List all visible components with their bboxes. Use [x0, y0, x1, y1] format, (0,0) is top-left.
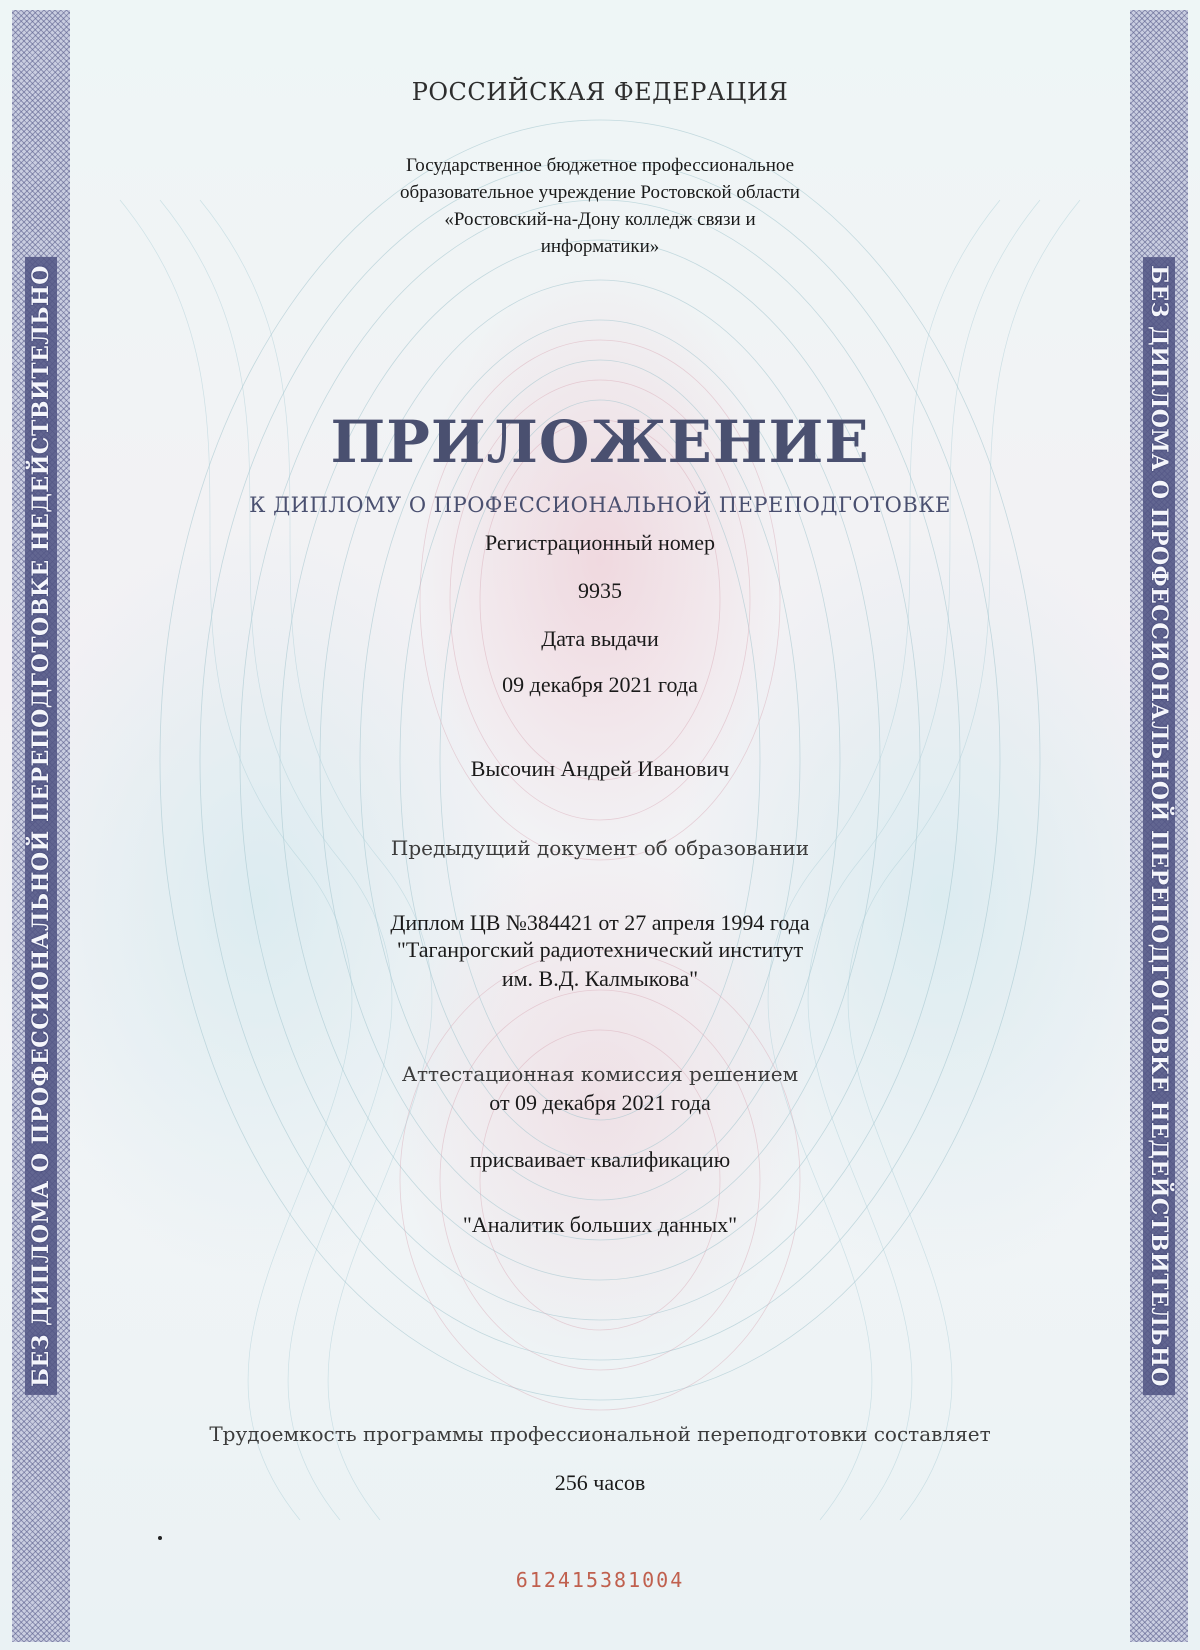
institution-line-2: образовательное учреждение Ростовской области	[400, 182, 800, 203]
right-border-text: БЕЗ ДИПЛОМА О ПРОФЕССИОНАЛЬНОЙ ПЕРЕПОДГОТОВКЕ НЕДЕЙСТВИТЕЛЬНО	[1143, 257, 1175, 1395]
workload-label: Трудоемкость программы профессиональной переподготовки составляет	[209, 1422, 991, 1446]
country-heading: РОССИЙСКАЯ ФЕДЕРАЦИЯ	[411, 78, 789, 106]
previous-document-line-1: Диплом ЦВ №384421 от 27 апреля 1994 года	[390, 910, 810, 935]
left-security-border	[12, 10, 70, 1642]
serial-number: 612415381004	[515, 1568, 685, 1592]
registration-number-label: Регистрационный номер	[484, 530, 716, 555]
issue-date-value: 09 декабря 2021 года	[502, 672, 698, 697]
holder-name: Высочин Андрей Иванович	[470, 756, 730, 781]
qualification-value: "Аналитик больших данных"	[462, 1212, 738, 1237]
institution-line-3: «Ростовский-на-Дону колледж связи и	[444, 209, 756, 230]
ink-speck	[158, 1536, 162, 1540]
document-title: ПРИЛОЖЕНИЕ	[330, 408, 870, 476]
institution-line-4: информатики»	[540, 236, 660, 257]
assigns-qualification-label: присваивает квалификацию	[469, 1147, 731, 1172]
commission-label: Аттестационная комиссия решением	[401, 1062, 799, 1086]
issue-date-label: Дата выдачи	[541, 626, 659, 651]
commission-date: от 09 декабря 2021 года	[489, 1090, 711, 1115]
institution-line-1: Государственное бюджетное профессиональное	[405, 155, 795, 176]
right-security-border	[1130, 10, 1188, 1642]
previous-document-line-2: "Таганрогский радиотехнический институт	[396, 937, 804, 962]
registration-number-value: 9935	[578, 578, 622, 603]
workload-hours: 256 часов	[554, 1470, 646, 1495]
previous-document-line-3: им. В.Д. Калмыкова"	[501, 966, 699, 991]
left-border-text: БЕЗ ДИПЛОМА О ПРОФЕССИОНАЛЬНОЙ ПЕРЕПОДГОТОВКЕ НЕДЕЙСТВИТЕЛЬНО	[25, 257, 57, 1395]
previous-document-label: Предыдущий документ об образовании	[390, 836, 810, 860]
document-subtitle: К ДИПЛОМУ О ПРОФЕССИОНАЛЬНОЙ ПЕРЕПОДГОТОВКЕ	[249, 493, 951, 517]
